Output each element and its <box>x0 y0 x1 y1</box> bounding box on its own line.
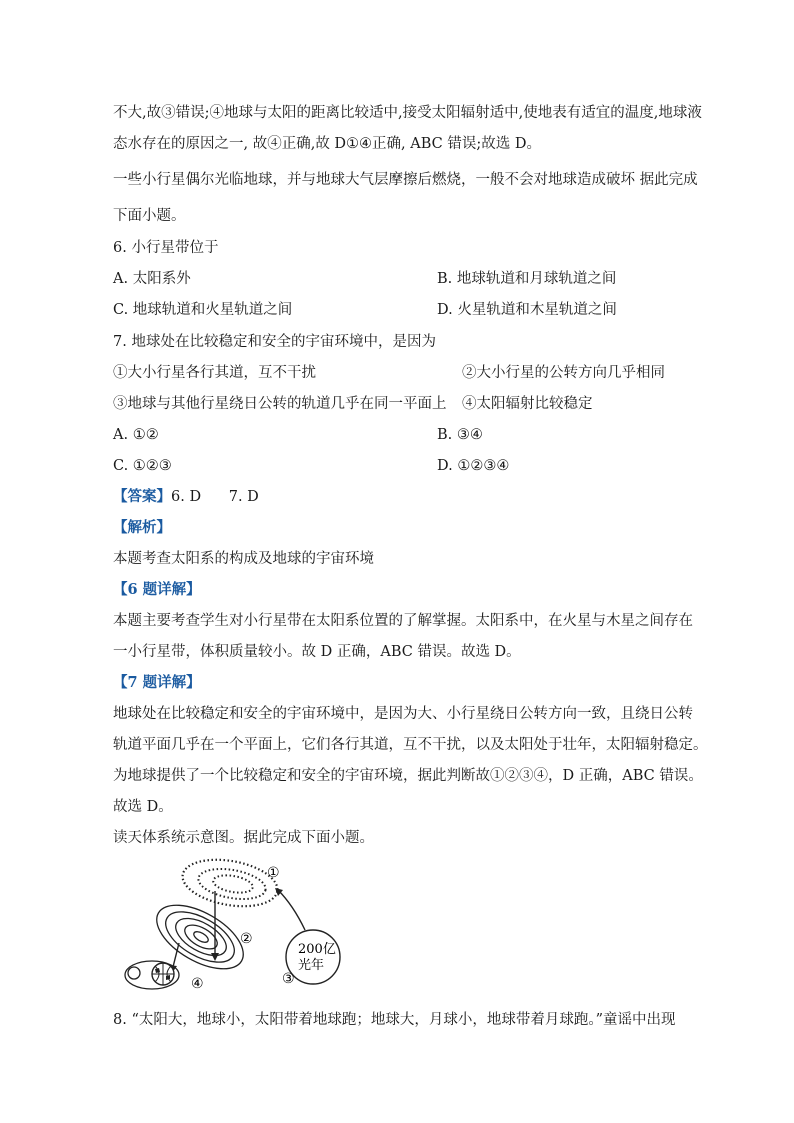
q7-item-2: ②大小行星的公转方向几乎相同 <box>462 365 665 381</box>
celestial-system-diagram <box>115 855 375 1005</box>
answer-label: 【答案】 <box>113 488 171 505</box>
distance-unit: 光年 <box>298 958 325 973</box>
text-line: 态水存在的原因之一, 故④正确,故 D①④正确, ABC 错误;故选 D。 <box>113 136 541 152</box>
q7-item-3: ③地球与其他行星绕日公转的轨道几乎在同一平面上 <box>113 396 447 412</box>
detail-7-label: 【7 题详解】 <box>113 674 201 691</box>
q7-option-b: B. ③④ <box>437 427 483 443</box>
q6-option-c: C. 地球轨道和火星轨道之间 <box>113 302 293 318</box>
galaxy-group-icon <box>179 855 281 913</box>
q7-option-d: D. ①②③④ <box>437 458 510 474</box>
text-line: 一些小行星偶尔光临地球，并与地球大气层摩擦后燃烧，一般不会对地球造成破坏 据此完成 <box>113 172 698 188</box>
q7-item-4: ④太阳辐射比较稳定 <box>462 396 593 412</box>
question-6-stem: 6. 小行星带位于 <box>113 240 219 256</box>
q6-option-d: D. 火星轨道和木星轨道之间 <box>437 302 617 318</box>
question-7-stem: 7. 地球处在比较稳定和安全的宇宙环境中，是因为 <box>113 334 436 350</box>
figure-intro: 读天体系统示意图。据此完成下面小题。 <box>113 830 374 846</box>
diagram-label-1: ① <box>267 865 280 881</box>
answer-text: 6. D 7. D <box>171 489 259 505</box>
diagram-label-2: ② <box>240 931 253 947</box>
text-line: 下面小题。 <box>113 208 186 224</box>
analysis-text: 本题考查太阳系的构成及地球的宇宙环境 <box>113 551 374 567</box>
analysis-label: 【解析】 <box>113 519 171 536</box>
detail-7-line: 为地球提供了一个比较稳定和安全的宇宙环境，据此判断故①②③④，D 正确，ABC 错误。 <box>113 768 703 784</box>
question-8-stem: 8. “太阳大，地球小，太阳带着地球跑；地球大，月球小，地球带着月球跑。”童谣中出现 <box>113 1012 676 1028</box>
q7-option-a: A. ①② <box>113 427 159 443</box>
answer-line <box>113 487 259 507</box>
detail-6-label: 【6 题详解】 <box>113 581 201 598</box>
arrow-head-icon <box>211 953 219 961</box>
arrow-line <box>173 943 179 967</box>
diagram-label-4: ④ <box>191 976 204 992</box>
diagram-label-3: ③ <box>282 971 295 987</box>
arrow-line <box>278 890 305 930</box>
q6-option-b: B. 地球轨道和月球轨道之间 <box>437 271 617 287</box>
q7-option-c: C. ①②③ <box>113 458 172 474</box>
detail-6-line: 本题主要考查学生对小行星带在太阳系位置的了解掌握。太阳系中，在火星与木星之间存在 <box>113 613 693 629</box>
detail-7-line: 故选 D。 <box>113 799 173 815</box>
detail-6-line: 一小行星带，体积质量较小。故 D 正确，ABC 错误。故选 D。 <box>113 644 521 660</box>
detail-7-line: 轨道平面几乎在一个平面上，它们各行其道，互不干扰，以及太阳处于壮年，太阳辐射稳定。 <box>113 737 708 753</box>
distance-value: 200亿 <box>298 942 336 957</box>
text-line: 不大,故③错误;④地球与太阳的距离比较适中,接受太阳辐射适中,使地表有适宜的温度,地球液 <box>113 105 702 121</box>
q6-option-a: A. 太阳系外 <box>113 271 191 287</box>
q7-item-1: ①大小行星各行其道，互不干扰 <box>113 365 316 381</box>
detail-7-line: 地球处在比较稳定和安全的宇宙环境中，是因为大、小行星绕日公转方向一致，且绕日公转 <box>113 706 693 722</box>
earth-moon-system-icon <box>125 961 179 989</box>
